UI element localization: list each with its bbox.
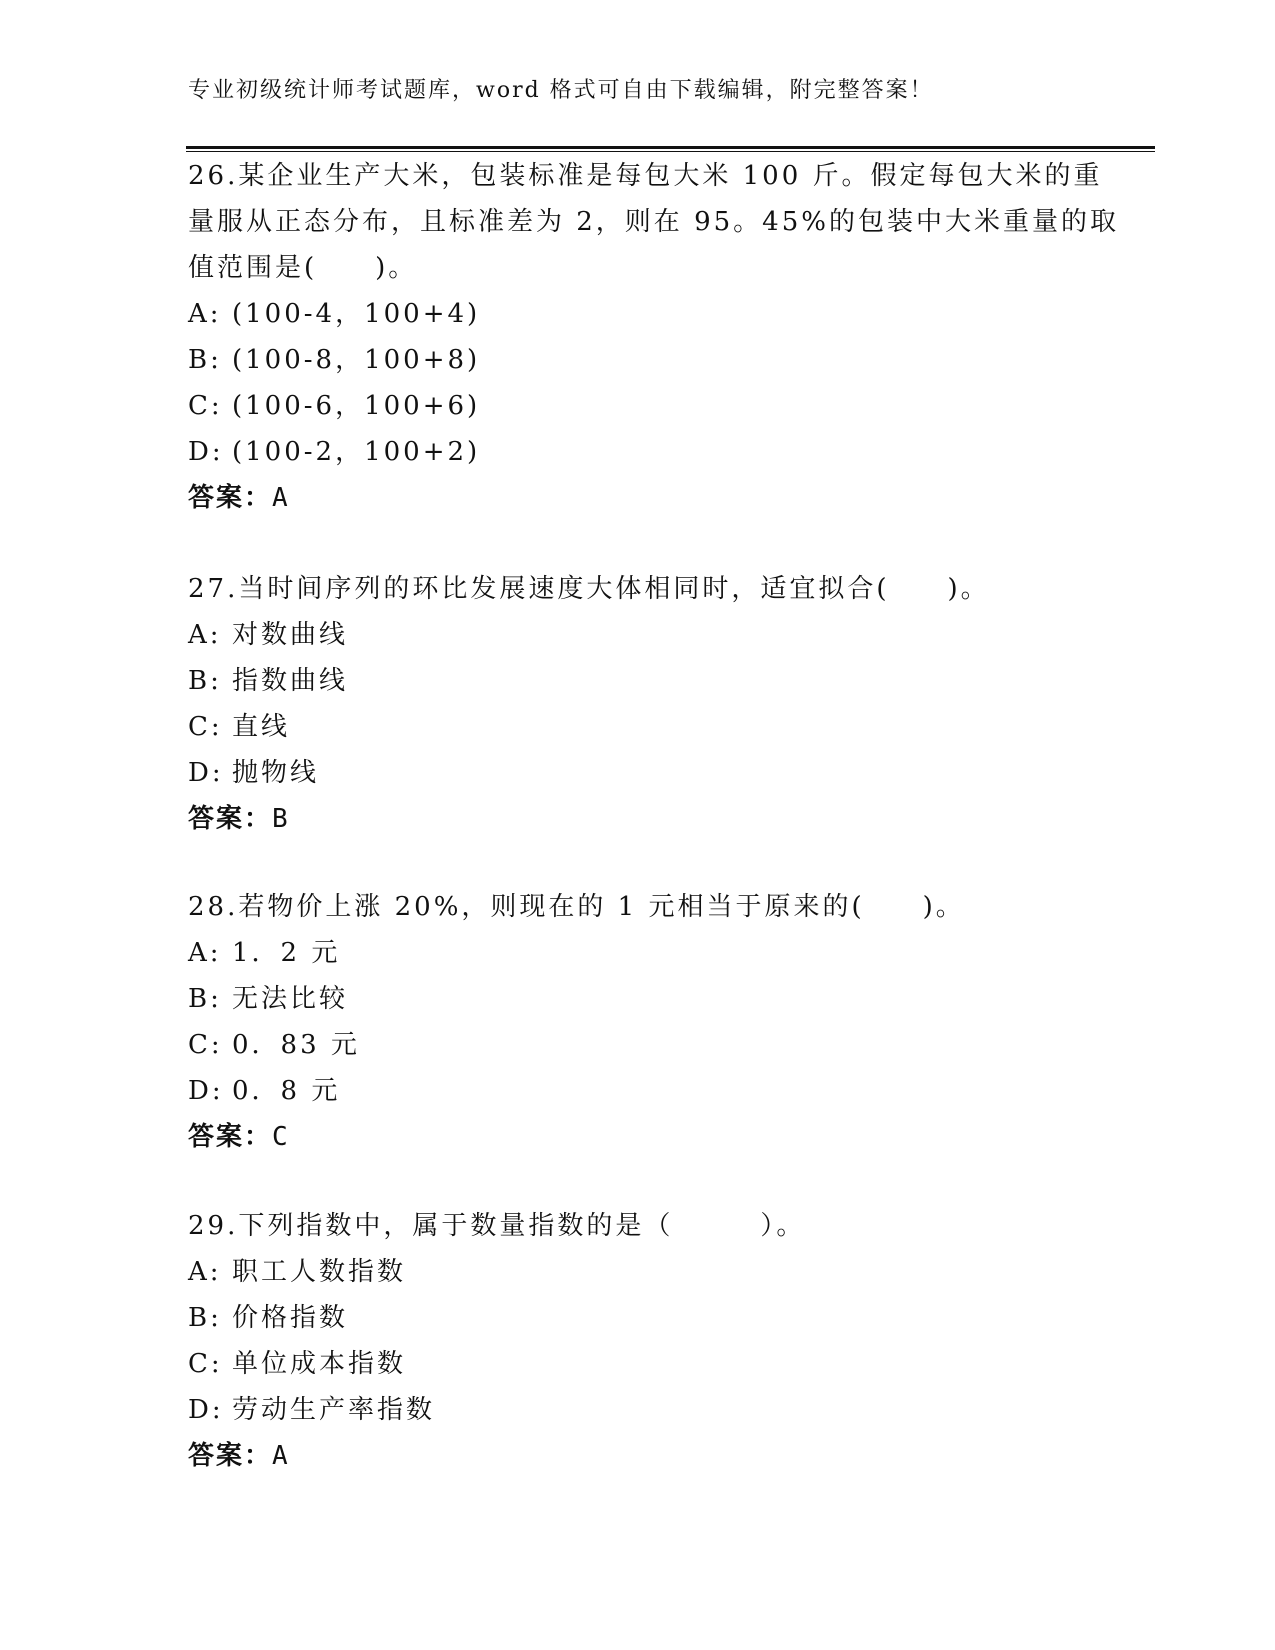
answer-label: 答案： xyxy=(188,483,273,513)
answer-value: B xyxy=(272,804,290,834)
answer-line xyxy=(188,796,1088,842)
divider-thick-line xyxy=(186,146,1155,149)
option-letter: C: xyxy=(188,391,223,421)
answer-value: C xyxy=(272,1122,290,1152)
option-text: 劳动生产率指数 xyxy=(232,1395,436,1425)
option-text: 职工人数指数 xyxy=(232,1257,407,1287)
answer-line xyxy=(188,1114,1088,1160)
answer-value: A xyxy=(272,1441,290,1471)
option-b xyxy=(188,337,1088,383)
divider-thin-line xyxy=(186,151,1155,152)
option-b xyxy=(188,1295,1088,1341)
answer-label: 答案： xyxy=(188,1441,273,1471)
option-a xyxy=(188,1249,1088,1295)
option-letter: C: xyxy=(188,1349,223,1379)
option-text: 抛物线 xyxy=(232,758,320,788)
option-letter: B: xyxy=(188,984,222,1014)
option-letter: A: xyxy=(188,620,222,650)
option-letter: A: xyxy=(188,1257,222,1287)
option-letter: C: xyxy=(188,712,223,742)
option-b xyxy=(188,976,1088,1022)
answer-label: 答案： xyxy=(188,1122,273,1152)
answer-value: A xyxy=(272,483,290,513)
option-letter: D: xyxy=(188,437,224,467)
question-stem-line: 值范围是( )。 xyxy=(188,253,418,283)
header-divider xyxy=(186,146,1155,152)
question-29 xyxy=(188,1203,1088,1479)
question-28 xyxy=(188,884,1088,1160)
option-d xyxy=(188,1068,1088,1114)
question-stem-line: 27.当时间序列的环比发展速度大体相同时，适宜拟合( )。 xyxy=(188,574,990,604)
option-text: (100-6，100+6) xyxy=(232,391,481,421)
option-letter: A: xyxy=(188,299,222,329)
option-a xyxy=(188,291,1088,337)
option-c xyxy=(188,704,1088,750)
option-text: (100-2，100+2) xyxy=(232,437,481,467)
option-a xyxy=(188,930,1088,976)
option-d xyxy=(188,429,1088,475)
option-letter: B: xyxy=(188,666,222,696)
option-text: 0．83 元 xyxy=(232,1030,360,1060)
option-letter: D: xyxy=(188,1395,224,1425)
option-text: (100-4，100+4) xyxy=(232,299,481,329)
option-text: 1．2 元 xyxy=(232,938,341,968)
option-letter: A: xyxy=(188,938,222,968)
answer-line xyxy=(188,1433,1088,1479)
option-d xyxy=(188,750,1088,796)
option-text: 指数曲线 xyxy=(232,666,349,696)
option-text: 对数曲线 xyxy=(232,620,349,650)
question-stem-line: 28.若物价上涨 20%，则现在的 1 元相当于原来的( )。 xyxy=(188,892,965,922)
page-header: 专业初级统计师考试题库，word 格式可自由下载编辑，附完整答案！ xyxy=(188,78,934,103)
option-letter: B: xyxy=(188,345,222,375)
question-26 xyxy=(188,153,1119,521)
question-27 xyxy=(188,566,1088,842)
option-text: 直线 xyxy=(232,712,291,742)
option-a xyxy=(188,612,1088,658)
option-letter: C: xyxy=(188,1030,223,1060)
option-text: 单位成本指数 xyxy=(232,1349,407,1379)
option-text: 价格指数 xyxy=(232,1303,349,1333)
option-text: 0．8 元 xyxy=(232,1076,341,1106)
option-letter: B: xyxy=(188,1303,222,1333)
option-c xyxy=(188,383,1088,429)
option-letter: D: xyxy=(188,758,224,788)
answer-line xyxy=(188,475,1088,521)
option-c xyxy=(188,1022,1088,1068)
question-stem-line: 29.下列指数中，属于数量指数的是（ ）。 xyxy=(188,1211,806,1241)
option-c xyxy=(188,1341,1088,1387)
option-text: (100-8，100+8) xyxy=(232,345,481,375)
answer-label: 答案： xyxy=(188,804,273,834)
option-text: 无法比较 xyxy=(232,984,349,1014)
option-letter: D: xyxy=(188,1076,224,1106)
option-d xyxy=(188,1387,1088,1433)
option-b xyxy=(188,658,1088,704)
question-stem-line: 量服从正态分布，且标准差为 2，则在 95。45%的包装中大米重量的取 xyxy=(188,207,1119,237)
question-stem-line: 26.某企业生产大米，包装标准是每包大米 100 斤。假定每包大米的重 xyxy=(188,161,1103,191)
